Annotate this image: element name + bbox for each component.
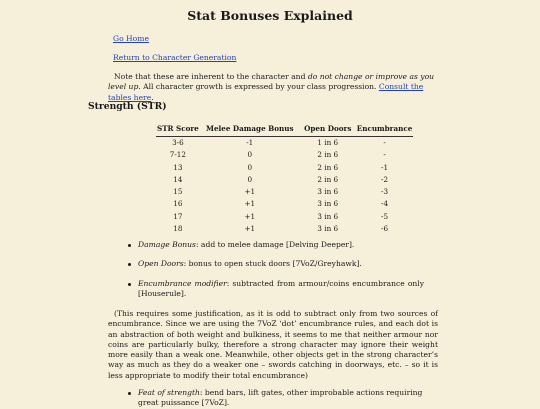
table-header-row — [156, 124, 413, 136]
table-row — [156, 223, 413, 235]
cell-str-score: 16 — [173, 199, 183, 209]
cell-open-doors: 3 in 6 — [317, 211, 339, 221]
table-row — [156, 174, 413, 186]
list-item — [128, 279, 424, 300]
bullet-text: : subtracted from armour/coins encumbrance only [Houserule]. — [138, 278, 424, 298]
cell-encumbrance: -3 — [381, 187, 389, 197]
cell-encumbrance: -1 — [381, 162, 389, 172]
cell-melee-damage: 0 — [247, 174, 253, 184]
strength-effects-list — [128, 240, 424, 308]
cell-open-doors: 3 in 6 — [317, 199, 339, 209]
cell-str-score: 18 — [173, 224, 183, 234]
cell-melee-damage: 0 — [247, 150, 253, 160]
table-row — [156, 149, 413, 161]
list-item — [128, 388, 424, 409]
feats-list — [128, 388, 424, 409]
cell-encumbrance: - — [383, 138, 386, 147]
consult-tables-link[interactable]: Consult the tables here — [108, 82, 424, 102]
cell-melee-damage: +1 — [244, 187, 256, 197]
cell-melee-damage: +1 — [244, 199, 256, 209]
cell-open-doors: 2 in 6 — [317, 174, 339, 184]
list-item — [128, 240, 424, 250]
cell-melee-damage: 0 — [247, 162, 253, 172]
cell-encumbrance: - — [383, 150, 386, 160]
intro-emphasis: do not change or improve as you level up — [108, 72, 435, 92]
bullet-term: Feat of strength — [138, 388, 200, 397]
bullet-term: Damage Bonus — [138, 240, 196, 249]
cell-str-score: 7-12 — [169, 150, 186, 160]
cell-encumbrance: -6 — [381, 224, 389, 234]
cell-open-doors: 2 in 6 — [317, 162, 339, 172]
cell-str-score: 13 — [173, 162, 183, 172]
go-home-link[interactable]: Go Home — [113, 34, 149, 43]
table-row — [156, 198, 413, 210]
cell-melee-damage: +1 — [244, 224, 256, 234]
cell-open-doors: 1 in 6 — [317, 138, 339, 147]
bullet-text: : add to melee damage [Delving Deeper]. — [195, 240, 355, 249]
character-generation-link[interactable]: Return to Character Generation — [113, 53, 237, 62]
cell-open-doors: 3 in 6 — [317, 224, 339, 234]
cell-open-doors: 3 in 6 — [317, 187, 339, 197]
intro-paragraph — [108, 72, 438, 103]
strength-table — [156, 124, 413, 235]
cell-encumbrance: -2 — [381, 174, 389, 184]
col-header-str-score: STR Score — [156, 124, 200, 136]
col-header-open-doors: Open Doors — [300, 124, 356, 136]
cell-encumbrance: -5 — [381, 211, 389, 221]
table-row — [156, 211, 413, 223]
intro-text-2: . All character growth is expressed by your class progression. — [138, 82, 379, 92]
cell-str-score: 17 — [173, 211, 183, 221]
intro-text-1: Note that these are inherent to the character and — [114, 72, 308, 81]
col-header-melee-damage: Melee Damage Bonus — [200, 124, 300, 136]
page-title: Stat Bonuses Explained — [187, 8, 353, 23]
cell-open-doors: 2 in 6 — [317, 150, 339, 160]
cell-str-score: 3-6 — [172, 138, 184, 147]
cell-melee-damage: +1 — [244, 211, 256, 221]
table-row — [156, 136, 413, 149]
list-item — [128, 259, 424, 269]
cell-encumbrance: -4 — [381, 199, 389, 209]
cell-melee-damage: -1 — [246, 138, 254, 147]
table-row — [156, 161, 413, 173]
bullet-term: Encumbrance modifier — [138, 278, 227, 288]
strength-heading: Strength (STR) — [88, 101, 167, 112]
encumbrance-note: (This requires some justification, as it is odd to subtract only from two sources of encumbrance. Since we are using the 7VoZ ‘dot’ encumbrance rules, and each dot is an abstraction of both weight and bulkiness, it seems to me that neither armour nor coins are particularly bulky, therefore a strong character may ignore their weight more easily than a weak one. Meanwhile, other objects get in the strong character’s way as much as they do a weaker one – swords catching in doorways, etc. – so it is less appropriate to modify their total encumbrance) — [108, 309, 438, 380]
cell-str-score: 15 — [173, 187, 183, 197]
bullet-text: : bonus to open stuck doors [7VoZ/Greyhawk]. — [183, 259, 362, 269]
col-header-encumbrance: Encumbrance — [356, 124, 414, 136]
bullet-text: : bend bars, lift gates, other improbable actions requiring great puissance [7VoZ]. — [138, 388, 423, 408]
cell-str-score: 14 — [173, 174, 183, 184]
bullet-term: Open Doors — [138, 259, 184, 269]
table-row — [156, 186, 413, 198]
intro-text-3: . — [151, 92, 154, 102]
